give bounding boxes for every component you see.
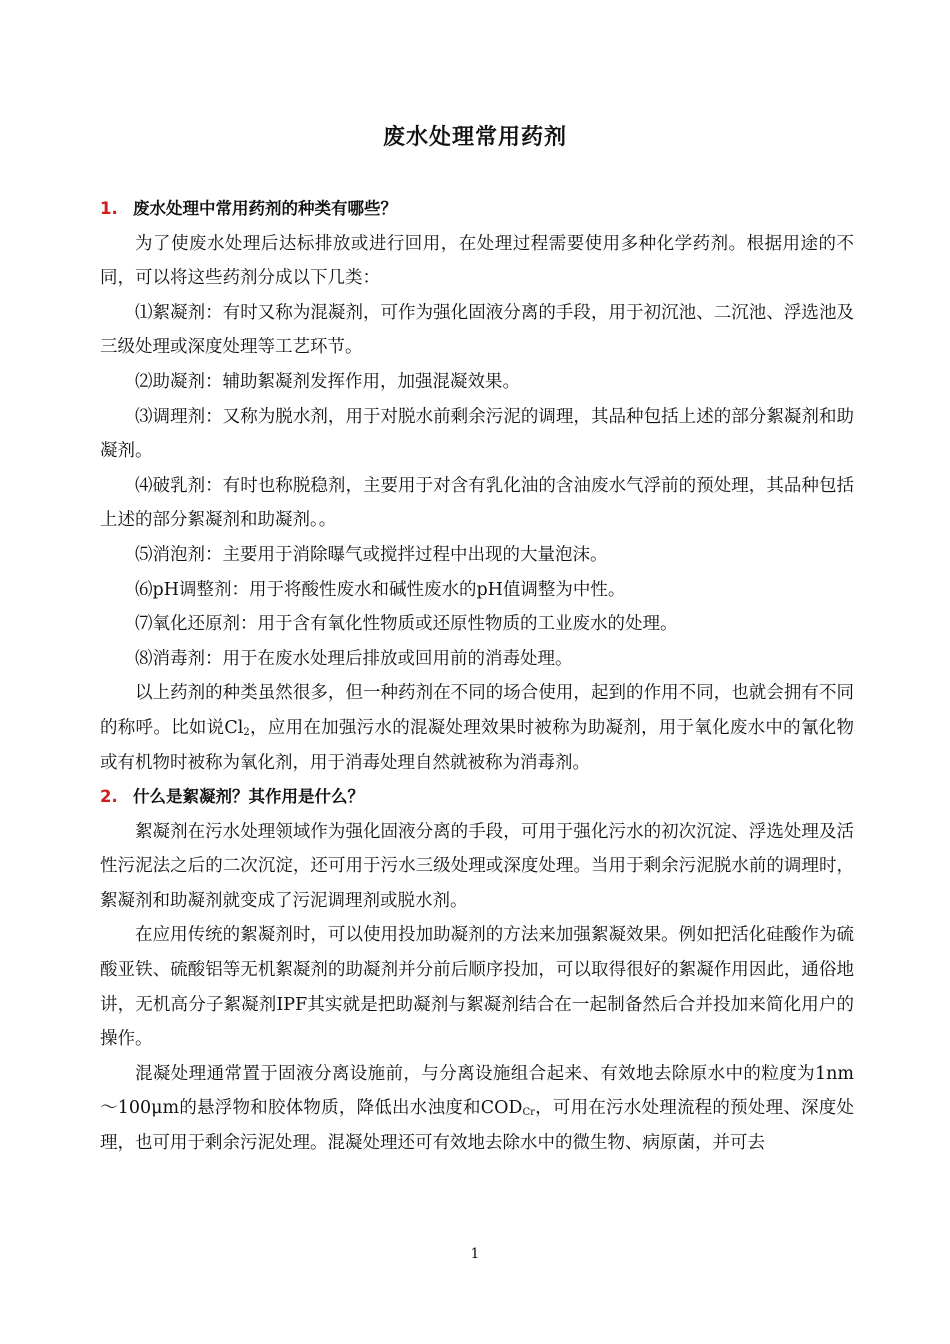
- list-item-flocculant: ⑴絮凝剂：有时又称为混凝剂，可作为强化固液分离的手段，用于初沉池、二沉池、浮选池及三级处理或深度处理等工艺环节。: [100, 302, 854, 358]
- list-item-defoamer: ⑸消泡剂：主要用于消除曝气或搅拌过程中出现的大量泡沫。: [135, 544, 608, 565]
- section-1-heading: [100, 192, 854, 227]
- page-number: 1: [470, 1246, 480, 1262]
- paragraph: 絮凝剂在污水处理领域作为强化固液分离的手段，可用于强化污水的初次沉淀、浮选处理及活性污泥法之后的二次沉淀，还可用于污水三级处理或深度处理。当用于剩余污泥脱水前的调理时，絮凝剂和助凝剂就变成了污泥调理剂或脱水剂。: [100, 821, 854, 911]
- section-number: 1.: [100, 199, 118, 218]
- list-item-demulsifier: ⑷破乳剂：有时也称脱稳剂，主要用于对含有乳化油的含油废水气浮前的预处理，其品种包括上述的部分絮凝剂和助凝剂。。: [100, 475, 854, 531]
- list-item-disinfectant: ⑻消毒剂：用于在废水处理后排放或回用前的消毒处理。: [135, 648, 573, 669]
- document-body: [100, 192, 854, 1161]
- section-2-heading: [100, 780, 854, 815]
- section-heading-text: 废水处理中常用药剂的种类有哪些？: [133, 199, 397, 218]
- subscript: 2: [243, 726, 250, 738]
- list-item-conditioner: ⑶调理剂：又称为脱水剂，用于对脱水前剩余污泥的调理，其品种包括上述的部分絮凝剂和助凝剂。: [100, 406, 854, 462]
- document-title: 废水处理常用药剂: [382, 125, 567, 150]
- paragraph: 混凝处理通常置于固液分离设施前，与分离设施组合起来、有效地去除原水中的粒度为1nm～100μm的悬浮物和胶体物质，降低出水浊度和$COD_{Cr}$，可用在污水处理流程的预处理、深度处理，也可用于剩余污泥处理。混凝处理还可有效地去除水中的微生物、病原菌，并可去: [100, 1063, 855, 1154]
- list-item-coagulant-aid: ⑵助凝剂：辅助絮凝剂发挥作用，加强混凝效果。: [135, 371, 520, 392]
- list-item-ph-adjuster: ⑹pH调整剂：用于将酸性废水和碱性废水的pH值调整为中性。: [135, 579, 626, 600]
- paragraph: 为了使废水处理后达标排放或进行回用，在处理过程需要使用多种化学药剂。根据用途的不同，可以将这些药剂分成以下几类：: [100, 233, 854, 289]
- subscript: Cr: [522, 1107, 535, 1119]
- list-item-redox-agent: ⑺氧化还原剂：用于含有氧化性物质或还原性物质的工业废水的处理。: [135, 614, 678, 635]
- paragraph: 以上药剂的种类虽然很多，但一种药剂在不同的场合使用，起到的作用不同，也就会拥有不同的称呼。比如说$Cl_2$，应用在加强污水的混凝处理效果时被称为助凝剂，用于氧化废水中的氰化物或有机物时被称为氧化剂，用于消毒处理自然就被称为消毒剂。: [100, 683, 854, 773]
- section-number: 2.: [100, 787, 118, 807]
- paragraph: 在应用传统的絮凝剂时，可以使用投加助凝剂的方法来加强絮凝效果。例如把活化硅酸作为硫酸亚铁、硫酸铝等无机絮凝剂的助凝剂并分前后顺序投加，可以取得很好的絮凝作用因此，通俗地讲，无机高分子絮凝剂IPF其实就是把助凝剂与絮凝剂结合在一起制备然后合并投加来简化用户的操作。: [100, 925, 854, 1050]
- section-heading-text: 什么是絮凝剂？其作用是什么？: [133, 787, 364, 807]
